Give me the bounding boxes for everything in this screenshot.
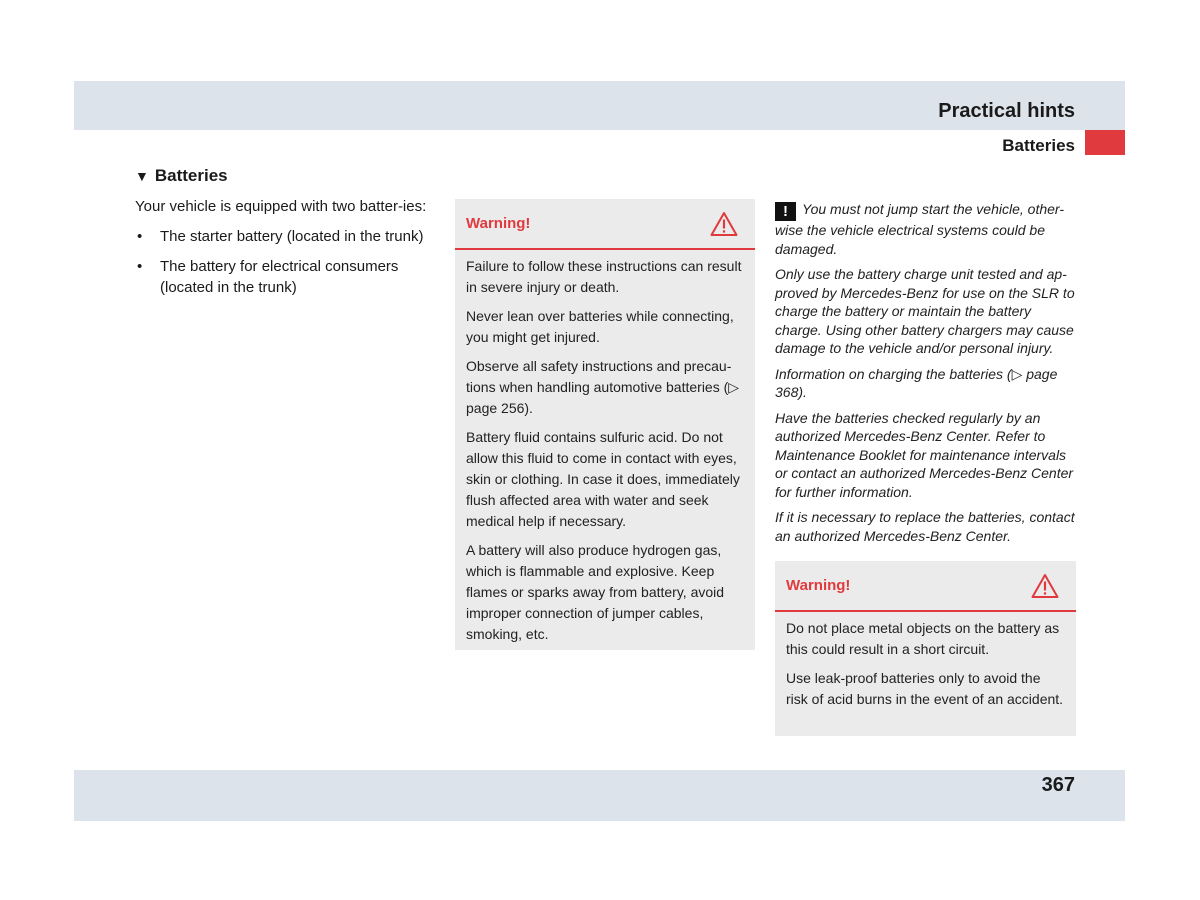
section-subtitle: Batteries bbox=[1002, 136, 1075, 155]
bullet-icon: • bbox=[137, 258, 143, 275]
warning-paragraph: Use leak-proof batteries only to avoid the risk of acid burns in the event of an accident. bbox=[786, 670, 1064, 707]
warning-triangle-icon bbox=[710, 211, 738, 237]
warning-title: Warning! bbox=[466, 215, 531, 232]
warning-header bbox=[775, 561, 1076, 612]
triangle-down-icon: ▼ bbox=[135, 168, 149, 184]
exclamation-icon: ! bbox=[775, 202, 796, 221]
chapter-title: Practical hints bbox=[938, 100, 1075, 122]
bullet-icon: • bbox=[137, 228, 143, 245]
list-item-text: The starter battery (located in the trunk) bbox=[160, 228, 424, 245]
section-heading bbox=[135, 166, 228, 186]
warning-body bbox=[775, 612, 1076, 718]
warning-paragraph: Never lean over batteries while connecting, you might get injured. bbox=[466, 308, 734, 345]
warning-paragraph: Observe all safety instructions and precau-tions when handling automotive batteries (▷ page 256). bbox=[466, 358, 740, 416]
warning-paragraph: Failure to follow these instructions can result in severe injury or death. bbox=[466, 258, 742, 295]
footer-band bbox=[74, 770, 1125, 821]
chapter-tab-marker bbox=[1085, 130, 1125, 155]
warning-body bbox=[455, 250, 755, 653]
list-item-text: The battery for electrical consumers (located in the trunk) bbox=[160, 258, 399, 296]
warning-box-safety bbox=[455, 199, 755, 650]
list-item bbox=[135, 256, 430, 298]
intro-paragraph: Your vehicle is equipped with two batter-ies: bbox=[135, 198, 427, 215]
warning-paragraph: Do not place metal objects on the battery as this could result in a short circuit. bbox=[786, 620, 1060, 657]
page-number: 367 bbox=[1041, 774, 1075, 796]
note-paragraph: Information on charging the batteries (▷ page 368). bbox=[775, 365, 1058, 400]
section-heading-text: Batteries bbox=[154, 166, 228, 185]
notes-column bbox=[775, 200, 1077, 552]
list-item bbox=[135, 226, 430, 247]
warning-triangle-icon bbox=[1031, 573, 1059, 599]
notice-text: You must not jump start the vehicle, other-wise the vehicle electrical systems could be damaged. bbox=[775, 201, 1064, 257]
warning-title: Warning! bbox=[786, 577, 851, 594]
warning-header bbox=[455, 199, 755, 250]
notice-paragraph bbox=[775, 200, 1077, 258]
battery-list bbox=[135, 226, 430, 298]
note-paragraph: If it is necessary to replace the batteries, contact an authorized Mercedes-Benz Center. bbox=[775, 509, 1075, 544]
warning-paragraph: Battery fluid contains sulfuric acid. Do not allow this fluid to come in contact with eyes, skin or clothing. In case it does, immediately flush affected area with water and seek medical help if necessary. bbox=[466, 429, 740, 529]
warning-box-metal bbox=[775, 561, 1076, 736]
warning-paragraph: A battery will also produce hydrogen gas, which is flammable and explosive. Keep flames or sparks away from battery, avoid improper connection of jumper cables, smoking, etc. bbox=[466, 542, 725, 642]
intro-column bbox=[135, 196, 430, 307]
note-paragraph: Have the batteries checked regularly by an authorized Mercedes-Benz Center. Refer to Maintenance Booklet for maintenance intervals or contact an authorized Mercedes-Benz Center for further information. bbox=[775, 409, 1074, 500]
note-paragraph: Only use the battery charge unit tested and ap-proved by Mercedes-Benz for use on the SLR to charge the battery or maintain the battery charge. Using other battery chargers may cause damage to the vehicle and/or personal injury. bbox=[775, 266, 1075, 356]
